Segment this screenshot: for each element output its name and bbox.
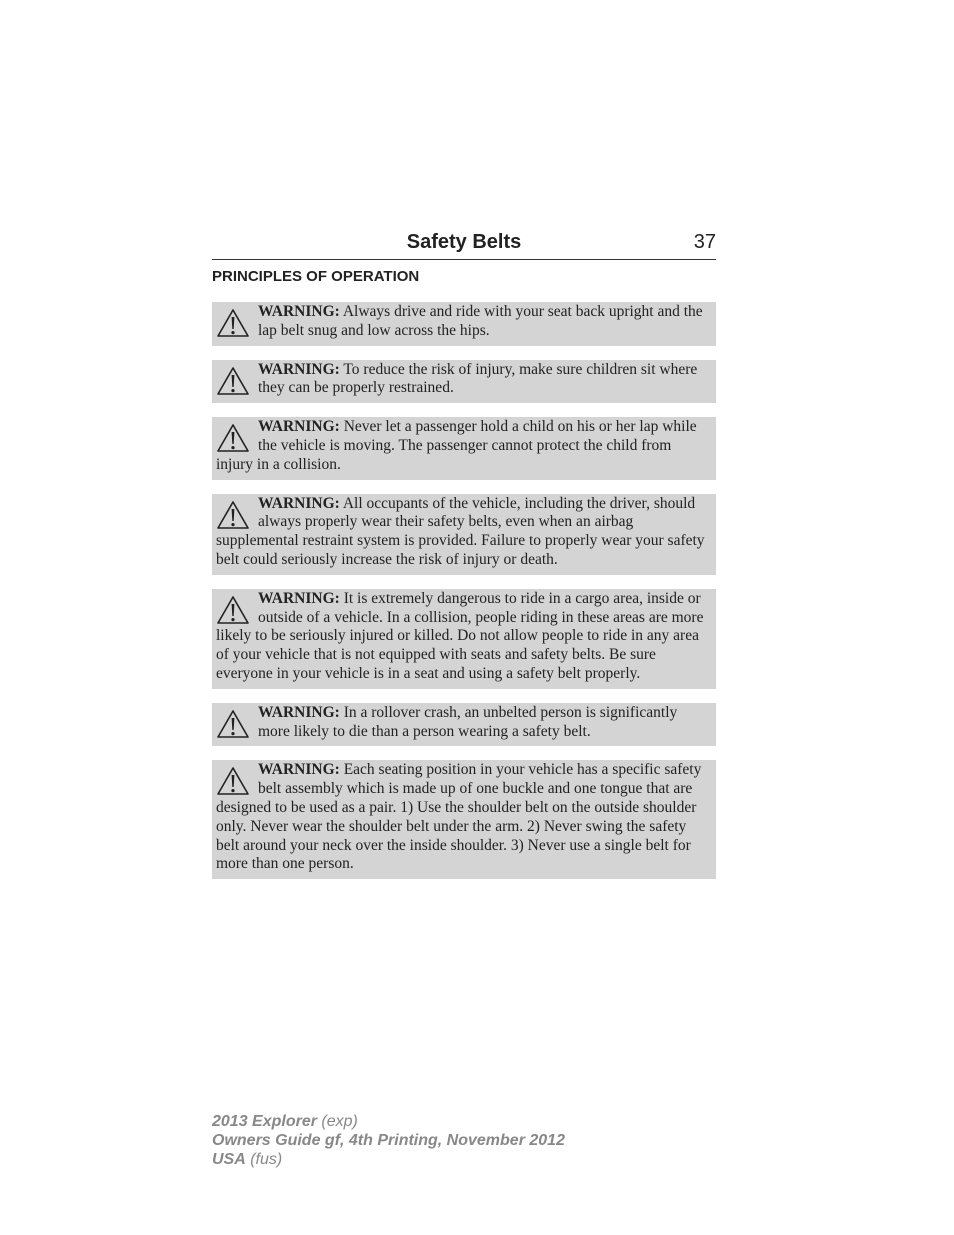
warning-list: [212, 302, 716, 893]
warning-box: [212, 494, 716, 575]
warning-box: [212, 302, 716, 346]
warning-triangle-icon: [216, 595, 250, 625]
warning-triangle-icon: [216, 500, 250, 530]
warning-triangle-icon: [216, 366, 250, 396]
warning-text: To reduce the risk of injury, make sure children sit where they can be properly restrained.: [258, 360, 698, 397]
warning-triangle-icon: [216, 766, 250, 796]
footer-market: USA: [212, 1151, 246, 1168]
warning-label: WARNING:: [258, 761, 340, 779]
warning-label: WARNING:: [258, 303, 340, 320]
warning-label: WARNING:: [258, 494, 340, 512]
page-number: 37: [693, 231, 716, 253]
footer-model-code: (exp): [316, 1113, 358, 1130]
warning-box: [212, 360, 716, 404]
warning-label: WARNING:: [258, 703, 340, 721]
footer-line-market: [212, 1150, 565, 1169]
warning-box: [212, 760, 716, 879]
page-title: Safety Belts: [406, 231, 522, 253]
page-footer: [212, 1112, 565, 1169]
warning-box: [212, 589, 716, 689]
footer-line-model: [212, 1112, 565, 1131]
footer-line-printing: Owners Guide gf, 4th Printing, November 2012: [212, 1132, 565, 1149]
page-header: [212, 229, 716, 260]
warning-label: WARNING:: [258, 360, 340, 378]
footer-market-code: (fus): [245, 1151, 283, 1168]
warning-triangle-icon: [216, 308, 250, 338]
warning-text: It is extremely dangerous to ride in a cargo area, inside or outside of a vehicle. In a collision, people riding in these areas are more likely to be seriously injured or killed. Do not allow people to ride in any area of your vehicle that is not equipped with seats and safety belts. Be sure everyone in your vehicle is in a seat and using a safety belt properly.: [216, 589, 704, 682]
warning-box: [212, 703, 716, 747]
warning-triangle-icon: [216, 423, 250, 453]
warning-text: Always drive and ride with your seat back upright and the lap belt snug and low across the hips.: [258, 303, 703, 339]
warning-text: Never let a passenger hold a child on his or her lap while the vehicle is moving. The passenger cannot protect the child from injury in a collision.: [216, 418, 697, 473]
section-heading: PRINCIPLES OF OPERATION: [212, 268, 420, 285]
footer-model: 2013 Explorer: [212, 1113, 317, 1130]
warning-label: WARNING:: [258, 589, 340, 607]
warning-label: WARNING:: [258, 418, 340, 436]
warning-box: [212, 417, 716, 479]
warning-text: All occupants of the vehicle, including the driver, should always properly wear their safety belts, even when an airbag supplemental restraint system is provided. Failure to properly wear your safety belt could seriously increase the risk of injury or death.: [216, 494, 705, 568]
warning-text: Each seating position in your vehicle has a specific safety belt assembly which is made up of one buckle and one tongue that are designed to be used as a pair. 1) Use the shoulder belt on the outside shoulder only. Never wear the shoulder belt under the arm. 2) Never swing the safety belt around your neck over the inside shoulder. 3) Never use a single belt for more than one person.: [216, 761, 702, 873]
warning-triangle-icon: [216, 709, 250, 739]
warning-text: In a rollover crash, an unbelted person is significantly more likely to die than a person wearing a safety belt.: [258, 703, 678, 740]
